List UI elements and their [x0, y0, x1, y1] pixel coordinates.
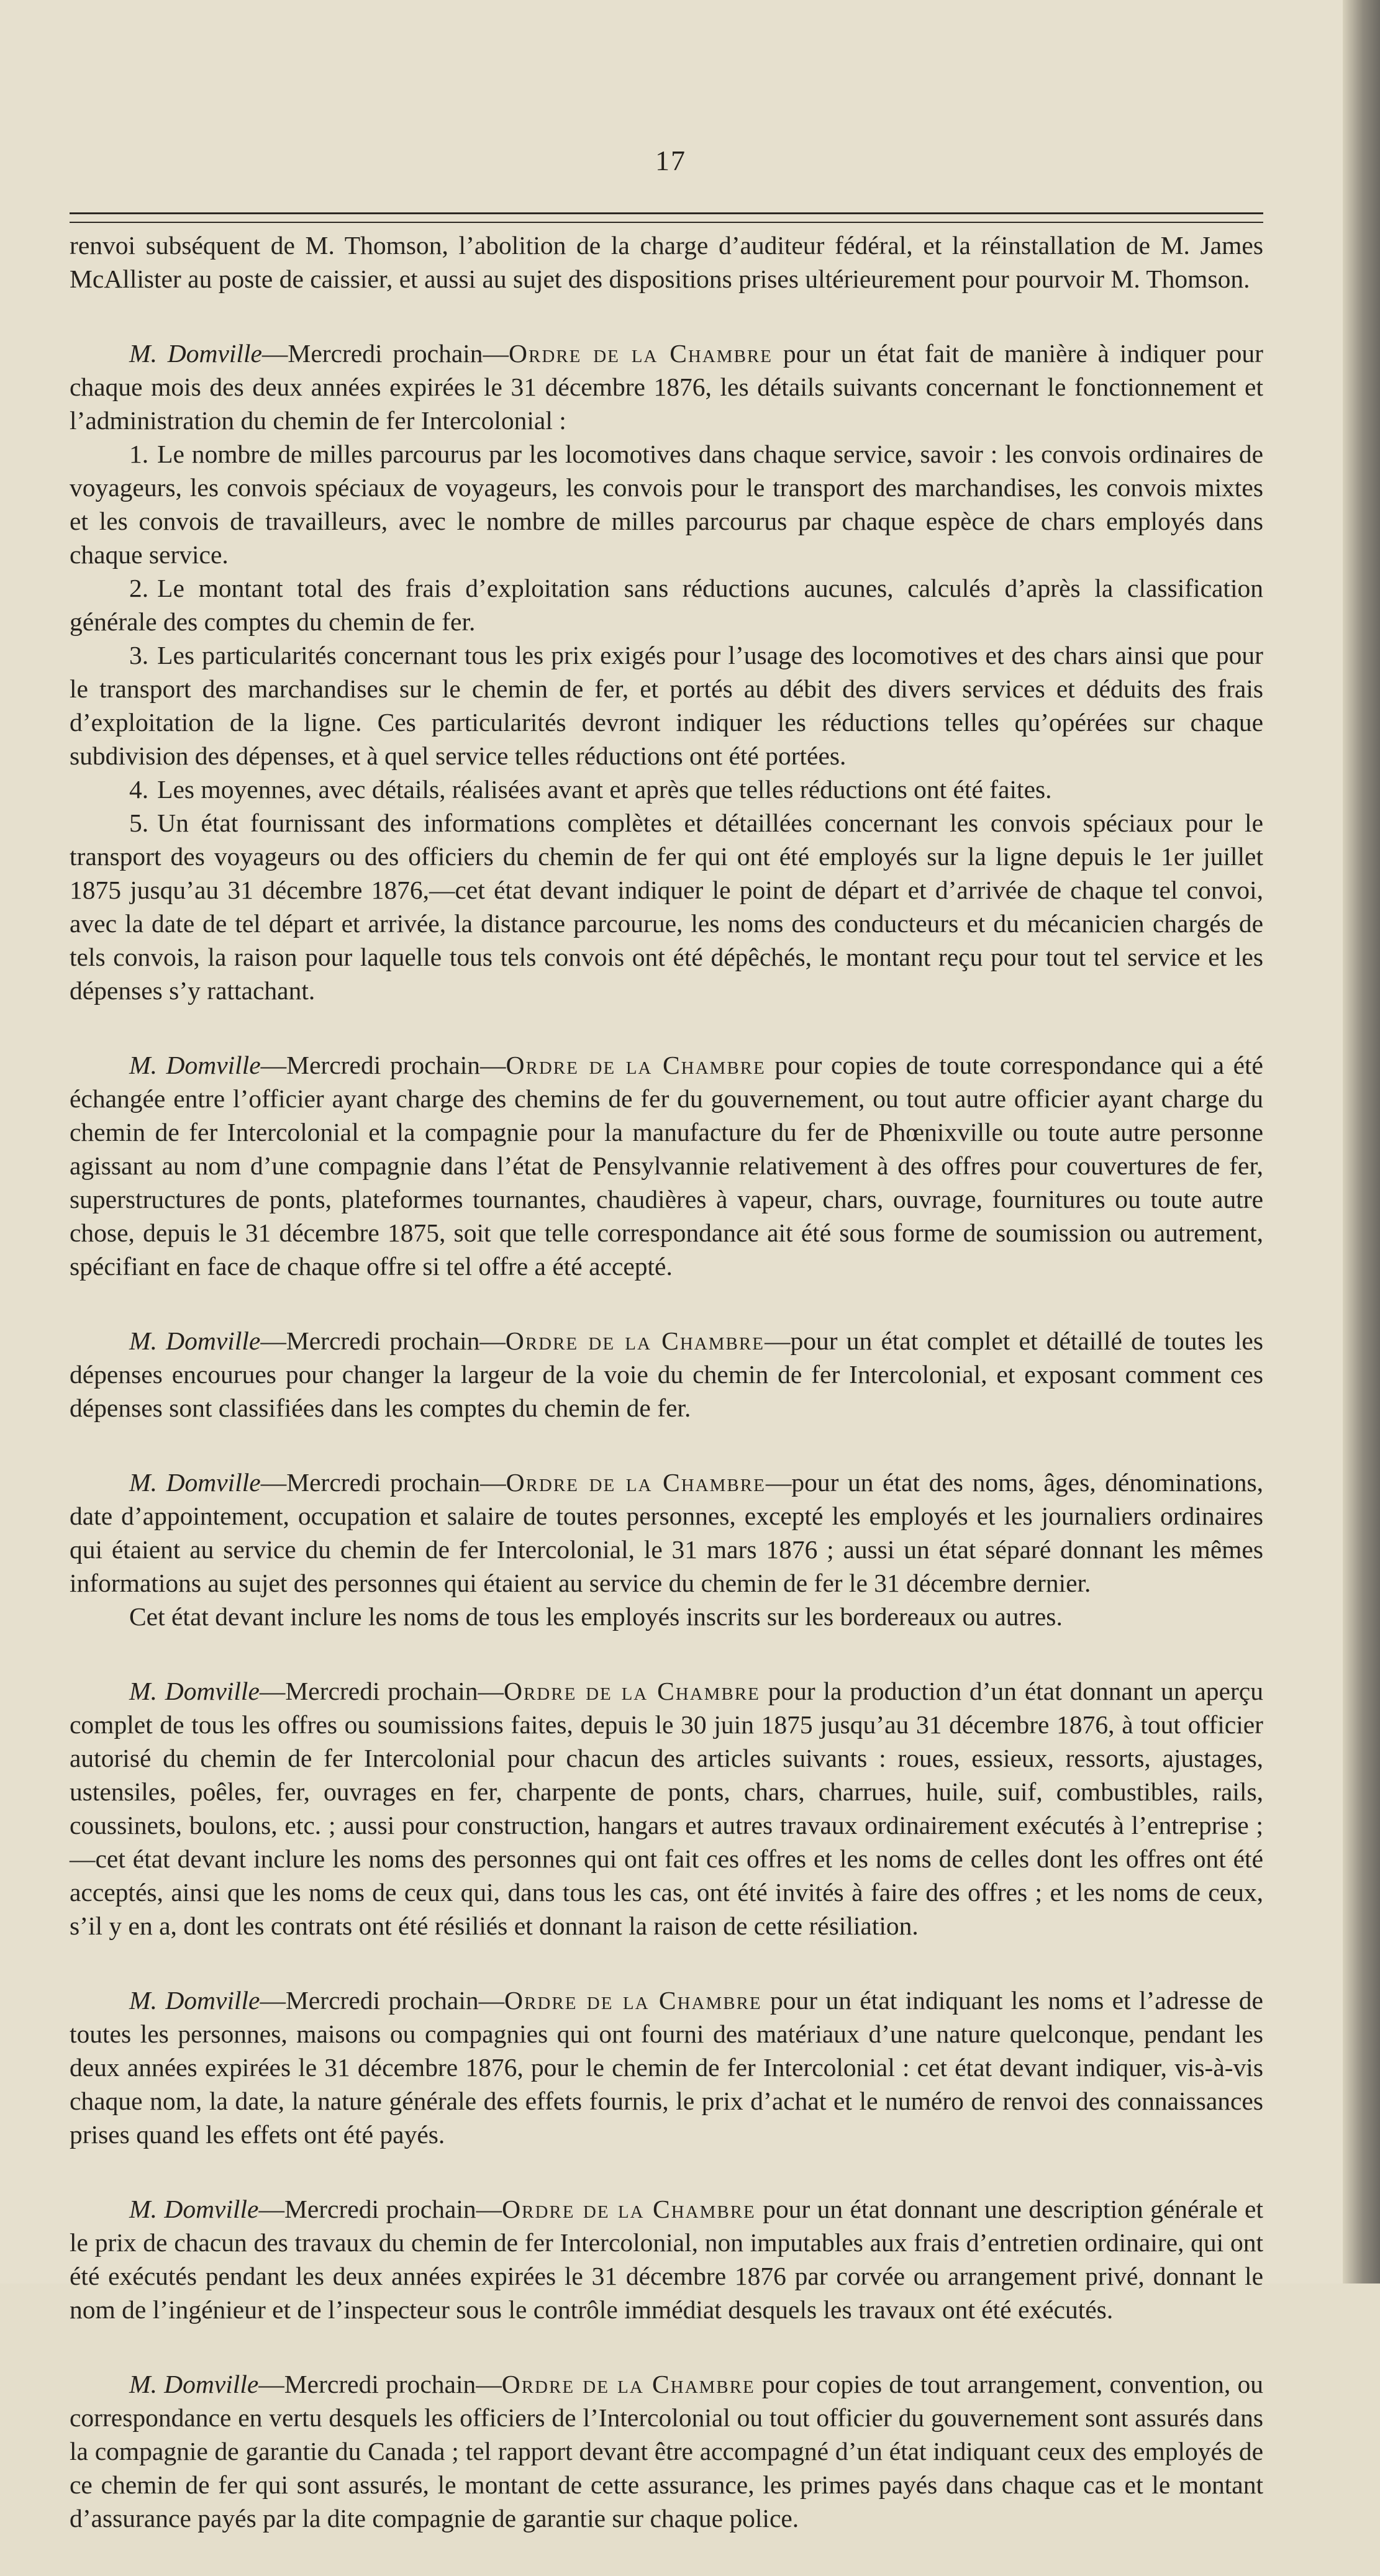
motion-text: pour copies de toute correspondance qui a été échangée entre l’officier ayant charge des chemins de fer du gouvernement, ou tout autre officier ayant charge du chemin de fer Intercolonial et la compagnie pour la manufacture du fer de Phœnixville ou toute autre personne agissant au nom d’une compagnie dans l’état de Pensylvannie relativement à des offres pour couvertures de fer, superstructures de ponts, plateformes tournantes, chaudières à vapeur, chars, ouvrage, fournitures ou toute autre chose, depuis le 31 décembre 1875, soit que telle correspondance ait été sous forme de soumission ou autrement, spécifiant en face de chaque offre si tel offre a été accepté. — [70, 1051, 1263, 1281]
motion-entry — [70, 1984, 1263, 2151]
motion-day: —Mercredi prochain— — [260, 1327, 506, 1355]
member-name: M. Domville — [129, 1986, 260, 2015]
item-number: 3. — [129, 641, 149, 669]
document-body — [70, 229, 1263, 2576]
motion-entry — [70, 1674, 1263, 1943]
item-number: 2. — [129, 574, 149, 602]
motion-paragraph — [70, 2367, 1263, 2535]
header-double-rule — [70, 212, 1263, 223]
item-number: 1. — [129, 440, 149, 468]
continuation-paragraph — [70, 229, 1263, 296]
motion-note: Cet état devant inclure les noms de tous les employés inscrits sur les bordereaux ou autres. — [129, 1602, 1063, 1631]
motion-entry — [70, 2192, 1263, 2326]
order-label: Ordre de la Chambre — [502, 2195, 756, 2223]
motion-day: —Mercredi prochain— — [259, 1677, 504, 1705]
motion-entry — [70, 337, 1263, 1007]
motion-text: pour un état donnant une description générale et le prix de chacun des travaux du chemin de fer Intercolonial, non imputables aux frais d’entretien ordinaire, qui ont été exécutés pendant les deux années expirées le 31 décembre 1876 par corvée ou arrangement privé, donnant le nom de l’ingénieur et de l’inspecteur sous le contrôle immédiat desquels les travaux ont été exécutés. — [70, 2195, 1263, 2324]
motion-entry — [70, 1466, 1263, 1633]
motion-text: pour un état fait de manière à indiquer pour chaque mois des deux années expirées le 31 décembre 1876, les détails suivants concernant le fonctionnement et l’administration du chemin de fer Intercolonial : — [70, 339, 1263, 435]
motion-entry — [70, 1324, 1263, 1425]
motion-day: —Mercredi prochain— — [260, 1468, 506, 1497]
member-name: M. Domville — [129, 1327, 261, 1355]
member-name: M. Domville — [129, 1677, 260, 1705]
motion-day: —Mercredi prochain— — [258, 2370, 502, 2398]
member-name: M. Domville — [129, 2195, 259, 2223]
item-text: Le nombre de milles parcourus par les locomotives dans chaque service, savoir : les convois ordinaires de voyageurs, les convois spéciaux de voyageurs, les convois pour le transport des marchandises, les convois mixtes et les convois de travailleurs, avec le nombre de milles parcourus par chaque espèce de chars employés dans chaque service. — [70, 440, 1263, 569]
list-item — [70, 638, 1263, 773]
page-spine-shadow — [1343, 0, 1380, 2283]
motion-day: —Mercredi prochain— — [260, 1051, 506, 1079]
order-label: Ordre de la Chambre — [503, 1677, 760, 1705]
order-label: Ordre de la Chambre — [506, 1468, 766, 1497]
order-label: Ordre de la Chambre — [506, 1051, 766, 1079]
detail-list — [70, 437, 1263, 1007]
continuation-text: renvoi subséquent de M. Thomson, l’abolition de la charge d’auditeur fédéral, et la réinstallation de M. James McAllister au poste de caissier, et aussi au sujet des dispositions prises ultérieurement pour pourvoir M. Thomson. — [70, 231, 1263, 293]
order-label: Ordre de la Chambre — [504, 1986, 762, 2015]
item-number: 4. — [129, 775, 149, 804]
motion-paragraph — [70, 2192, 1263, 2326]
list-item — [70, 773, 1263, 806]
motion-paragraph — [70, 1048, 1263, 1283]
list-item — [70, 806, 1263, 1007]
motion-paragraph — [70, 1984, 1263, 2151]
order-label: Ordre de la Chambre — [505, 1327, 765, 1355]
motion-day: —Mercredi prochain— — [260, 1986, 505, 2015]
item-text: Un état fournissant des informations complètes et détaillées concernant les convois spéciaux pour le transport des voyageurs ou des officiers du chemin de fer qui ont été employés sur la ligne depuis le 1er juillet 1875 jusqu’au 31 décembre 1876,—cet état devant indiquer le point de départ et d’arrivée de chaque tel convoi, avec la date de tel départ et arrivée, la distance parcourue, les noms des conducteurs et du mécanicien chargés de tels convois, la raison pour laquelle tous tels convois ont été dépêchés, le montant reçu pour tout tel service et les dépenses s’y rattachant. — [70, 809, 1263, 1005]
motion-text: —pour un état complet et détaillé de toutes les dépenses encourues pour changer la largeur de la voie du chemin de fer Intercolonial, et exposant comment ces dépenses sont classifiées dans les comptes du chemin de fer. — [70, 1327, 1263, 1422]
order-label: Ordre de la Chambre — [501, 2370, 755, 2398]
motion-text: pour copies de tout arrangement, convention, ou correspondance en vertu desquels les officiers de l’Intercolonial ou tout officier du gouvernement sont assurés dans la compagnie de garantie du Canada ; tel rapport devant être accompagné d’un état indiquant ceux des employés de ce chemin de fer qui sont assurés, le montant de cette assurance, les primes payés dans chaque cas et le montant d’assurance payés par la dite compagnie de garantie sur chaque police. — [70, 2370, 1263, 2533]
motion-paragraph — [70, 337, 1263, 437]
list-item — [70, 437, 1263, 571]
member-name: M. Domville — [129, 1468, 261, 1497]
motion-text: pour un état indiquant les noms et l’adresse de toutes les personnes, maisons ou compagnies qui ont fourni des matériaux d’une nature quelconque, pendant les deux années expirées le 31 décembre 1876, pour le chemin de fer Intercolonial : cet état devant indiquer, vis-à-vis chaque nom, la date, la nature générale des effets fournis, le prix d’achat et le numéro de renvoi des connaissances prises quand les effets ont été payés. — [70, 1986, 1263, 2149]
motion-paragraph — [70, 1674, 1263, 1943]
motion-entry — [70, 2367, 1263, 2535]
list-item — [70, 571, 1263, 638]
motion-text: —pour un état des noms, âges, dénominations, date d’appointement, occupation et salaire de toutes personnes, excepté les employés et les journaliers ordinaires qui étaient au service du chemin de fer Intercolonial, le 31 mars 1876 ; aussi un état séparé donnant les mêmes informations au sujet des personnes qui étaient au service du chemin de fer le 31 décembre dernier. — [70, 1468, 1263, 1597]
member-name: M. Domville — [129, 1051, 261, 1079]
member-name: M. Domville — [129, 2370, 259, 2398]
item-number: 5. — [129, 809, 149, 837]
order-label: Ordre de la Chambre — [509, 339, 773, 368]
motion-day: —Mercredi prochain— — [258, 2195, 502, 2223]
motion-day: —Mercredi prochain— — [261, 339, 509, 368]
item-text: Les particularités concernant tous les prix exigés pour l’usage des locomotives et des chars ainsi que pour le transport des marchandises sur le chemin de fer, et portés au débit des divers services et déduits des frais d’exploitation de la ligne. Ces particularités devront indiquer les réductions telles qu’opérées sur chaque subdivision des dépenses, et à quel service telles réductions ont été portées. — [70, 641, 1263, 770]
motion-text: pour la production d’un état donnant un aperçu complet de tous les offres ou soumissions faites, depuis le 30 juin 1875 jusqu’au 31 décembre 1876, à tout officier autorisé du chemin de fer Intercolonial pour chacun des articles suivants : roues, essieux, ressorts, ajustages, ustensiles, poêles, fer, ouvrages en fer, charpente de ponts, chars, charrues, huile, suif, combustibles, rails, coussinets, boulons, etc. ; aussi pour construction, hangars et autres travaux ordinairement exécutés à l’entreprise ;—cet état devant inclure les noms des personnes qui ont fait ces offres et les noms de celles dont les offres ont été acceptés, ainsi que les noms de ceux qui, dans tous les cas, ont été invités à faire des offres ; et les noms de ceux, s’il y en a, dont les contrats ont été résiliés et donnant la raison de cette résiliation. — [70, 1677, 1263, 1940]
item-text: Le montant total des frais d’exploitation sans réductions aucunes, calculés d’après la classification générale des comptes du chemin de fer. — [70, 574, 1263, 636]
item-text: Les moyennes, avec détails, réalisées avant et après que telles réductions ont été faites. — [157, 775, 1052, 804]
page-number: 17 — [655, 145, 686, 176]
motion-paragraph — [70, 1466, 1263, 1600]
motion-entry — [70, 1048, 1263, 1283]
motion-paragraph — [70, 1324, 1263, 1425]
member-name: M. Domville — [129, 339, 262, 368]
